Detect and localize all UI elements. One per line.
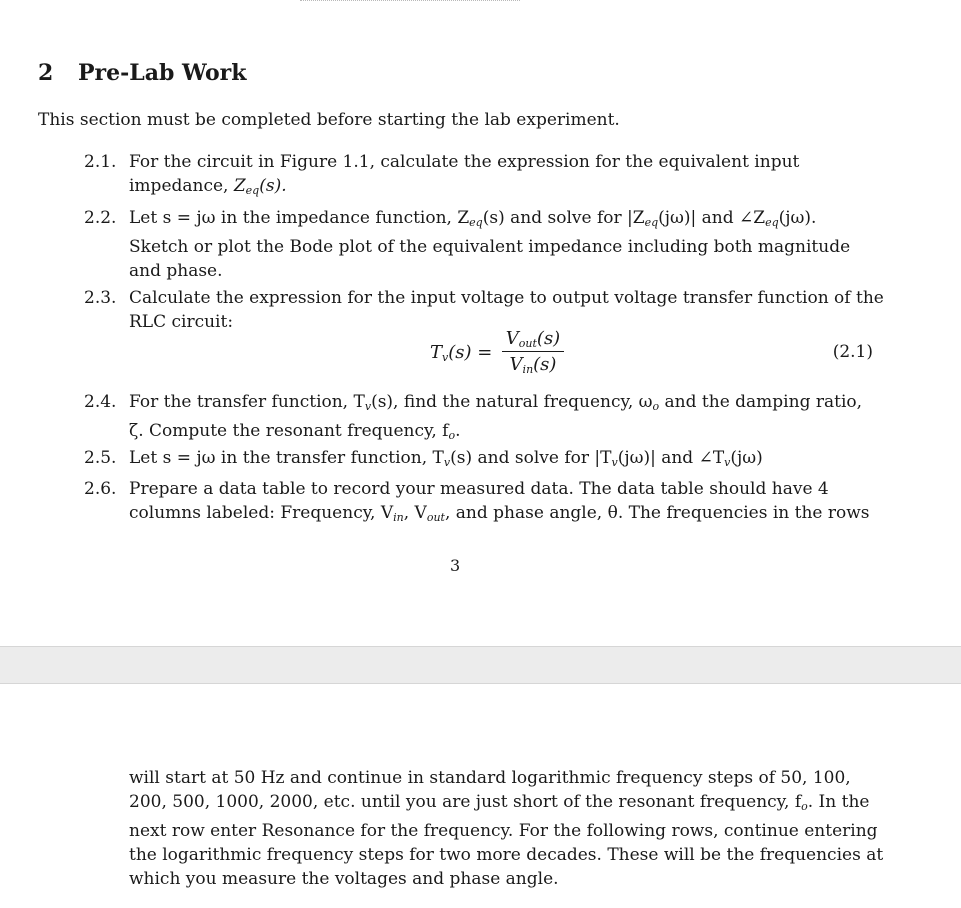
page-number: 3 (450, 556, 461, 575)
page-separator (0, 646, 961, 684)
section-number: 2 (38, 60, 54, 86)
paragraph-line: the logarithmic frequency steps for two more decades. These will be the frequencies at (129, 845, 884, 865)
item-text: Sketch or plot the Bode plot of the equivalent impedance including both magnitude (129, 237, 851, 257)
previous-page-edge (300, 0, 520, 3)
paragraph-line: will start at 50 Hz and continue in standard logarithmic frequency steps of 50, 100, (129, 768, 851, 788)
page-4 (0, 684, 961, 908)
paragraph-line: next row enter Resonance for the frequency. For the following rows, continue entering (129, 821, 878, 841)
item-number: 2.6. (84, 479, 117, 499)
item-text: and phase. (129, 261, 223, 281)
item-number: 2.1. (84, 152, 117, 172)
list-item (84, 390, 884, 442)
equation-numerator: $V_{out}(s)$ (505, 328, 561, 350)
paragraph-line: 200, 500, 1000, 2000, etc. until you are just short of the resonant frequency, $f_o$. In the (129, 792, 870, 813)
item-text: RLC circuit: (129, 312, 234, 332)
section-intro: This section must be completed before starting the lab experiment. (38, 110, 620, 130)
continued-paragraph (129, 766, 889, 891)
item-text: For the circuit in Figure 1.1, calculate the expression for the equivalent input (129, 152, 800, 172)
item-number: 2.2. (84, 208, 117, 228)
equation-number: (2.1) (832, 342, 873, 362)
equation-fraction (502, 328, 564, 376)
paragraph-line: which you measure the voltages and phase angle. (129, 869, 559, 889)
item-text: Let s = jω in the impedance function, $Z_{eq}(s)$ and solve for $|Z_{eq}(j\omega)|$ and $\angle Z_{eq}(j\omega)$. (129, 208, 817, 229)
item-text: For the transfer function, $T_v(s)$, find the natural frequency, $\omega_o$ and the damping ratio, (129, 392, 863, 413)
section-heading (38, 60, 246, 86)
item-text: columns labeled: Frequency, $V_{in}$, $V_{out}$, and phase angle, θ. The frequencies in the rows (129, 503, 870, 524)
equation-lhs: $T_v(s)$ = (430, 342, 493, 364)
item-text: Let s = jω in the transfer function, $T_v(s)$ and solve for $|T_v(j\omega)|$ and $\angle T_v(j\omega)$ (129, 448, 763, 469)
list-item (84, 446, 884, 470)
fraction-bar (502, 351, 564, 352)
item-text: Prepare a data table to record your measured data. The data table should have 4 (129, 479, 829, 499)
item-text: impedance, $Z_{eq}(s)$. (129, 176, 287, 197)
item-text: Calculate the expression for the input voltage to output voltage transfer function of the (129, 288, 884, 308)
list-item (84, 477, 884, 525)
section-title: Pre-Lab Work (78, 60, 247, 86)
item-text: ζ. Compute the resonant frequency, $f_o$. (129, 421, 461, 442)
item-number: 2.3. (84, 288, 117, 308)
item-number: 2.5. (84, 448, 117, 468)
item-number: 2.4. (84, 392, 117, 412)
list-item (84, 286, 884, 334)
list-item (84, 206, 884, 281)
equation-denominator: $V_{in}(s)$ (509, 354, 557, 376)
list-item (84, 150, 884, 198)
